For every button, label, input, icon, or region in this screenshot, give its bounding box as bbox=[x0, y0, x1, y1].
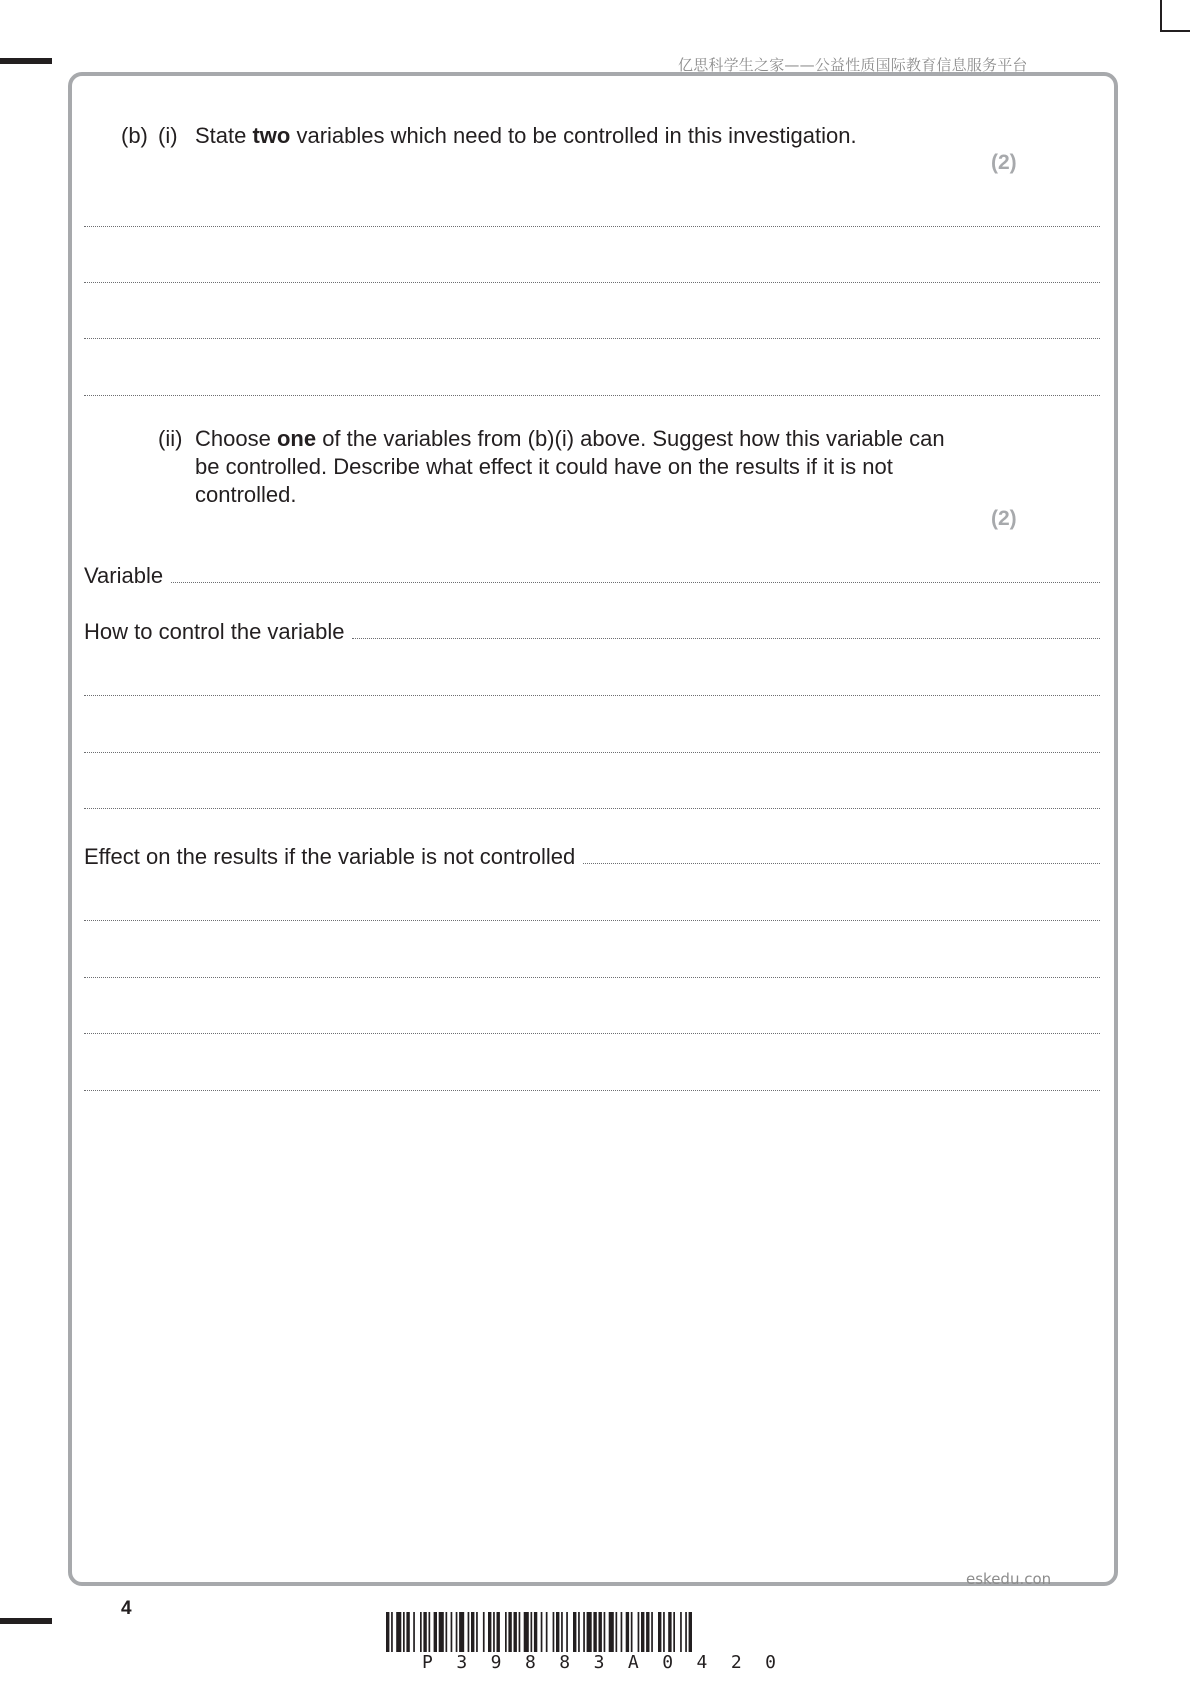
barcode-bar bbox=[488, 1612, 491, 1652]
how-to-control-row[interactable] bbox=[84, 619, 1100, 645]
barcode-bar bbox=[429, 1612, 431, 1652]
barcode-char: 0 bbox=[765, 1652, 776, 1673]
barcode-bar bbox=[658, 1612, 661, 1652]
answer-line[interactable] bbox=[84, 395, 1100, 396]
barcode-bar bbox=[553, 1612, 555, 1652]
answer-line[interactable] bbox=[84, 282, 1100, 283]
barcode-char: 9 bbox=[490, 1652, 502, 1673]
barcode-bar bbox=[413, 1612, 415, 1652]
barcode-bar bbox=[668, 1612, 671, 1652]
barcode-bar bbox=[423, 1612, 426, 1652]
answer-line[interactable] bbox=[84, 752, 1100, 753]
barcode-bar bbox=[483, 1612, 485, 1652]
barcode-bar bbox=[673, 1612, 675, 1652]
barcode-bar bbox=[386, 1612, 389, 1652]
barcode-bar bbox=[583, 1612, 585, 1652]
barcode-number bbox=[386, 1652, 776, 1673]
marks-allocation: (2) bbox=[991, 151, 1017, 174]
effect-label: Effect on the results if the variable is not controlled bbox=[84, 844, 576, 869]
barcode-bar bbox=[631, 1612, 633, 1652]
barcode-char: P bbox=[422, 1652, 433, 1673]
barcode-bar bbox=[534, 1612, 537, 1652]
barcode-bar bbox=[646, 1612, 649, 1652]
barcode-bar bbox=[593, 1612, 596, 1652]
barcode-char: 0 bbox=[662, 1652, 674, 1673]
barcode-bar bbox=[641, 1612, 644, 1652]
effect-row[interactable] bbox=[84, 844, 1100, 870]
barcode-char: 8 bbox=[524, 1652, 536, 1673]
emphasis-word: one bbox=[276, 426, 317, 451]
site-watermark: eskedu.con bbox=[966, 1570, 1052, 1588]
barcode-bar bbox=[446, 1612, 448, 1652]
barcode-bar bbox=[626, 1612, 629, 1652]
barcode-bar bbox=[396, 1612, 401, 1652]
variable-label: Variable bbox=[84, 563, 164, 588]
barcode-bar bbox=[616, 1612, 618, 1652]
part-label: (b) bbox=[121, 123, 148, 148]
barcode-char: 3 bbox=[593, 1652, 605, 1673]
barcode-bar bbox=[476, 1612, 478, 1652]
barcode-bar bbox=[439, 1612, 444, 1652]
barcode-bar bbox=[497, 1612, 500, 1652]
answer-line[interactable] bbox=[352, 638, 1100, 639]
barcode-bar bbox=[604, 1612, 606, 1652]
barcode-bar bbox=[573, 1612, 576, 1652]
answer-line[interactable] bbox=[84, 920, 1100, 921]
subpart-i-label: (i) bbox=[158, 123, 178, 148]
barcode-bar bbox=[541, 1612, 543, 1652]
barcode-char: 8 bbox=[559, 1652, 571, 1673]
barcode-bar bbox=[524, 1612, 529, 1652]
barcode-bar bbox=[587, 1612, 592, 1652]
registration-mark-bottom-left bbox=[0, 1618, 52, 1624]
barcode-bar bbox=[651, 1612, 653, 1652]
answer-line[interactable] bbox=[84, 226, 1100, 227]
answer-line[interactable] bbox=[171, 582, 1100, 583]
barcode-bar bbox=[638, 1612, 640, 1652]
barcode-bar bbox=[519, 1612, 521, 1652]
barcode-bar bbox=[578, 1612, 580, 1652]
barcode-bar bbox=[685, 1612, 687, 1652]
barcode-bar bbox=[471, 1612, 474, 1652]
answer-line[interactable] bbox=[84, 1033, 1100, 1034]
header-watermark: 亿思科学生之家——公益性质国际教育信息服务平台 bbox=[678, 56, 1028, 74]
barcode-char: 3 bbox=[456, 1652, 468, 1673]
barcode-char: 4 bbox=[696, 1652, 708, 1673]
answer-line[interactable] bbox=[84, 338, 1100, 339]
answer-line[interactable] bbox=[84, 1090, 1100, 1091]
barcode-bar bbox=[505, 1612, 507, 1652]
question-frame bbox=[68, 72, 1118, 1586]
barcode-bar bbox=[531, 1612, 533, 1652]
barcode-bar bbox=[508, 1612, 511, 1652]
barcode-bar bbox=[403, 1612, 405, 1652]
emphasis-word: two bbox=[252, 123, 291, 148]
barcode-bar bbox=[406, 1612, 409, 1652]
variable-answer-row[interactable] bbox=[84, 563, 1100, 589]
barcode-bar bbox=[456, 1612, 458, 1652]
question-text: variables which need to be controlled in this investigation. bbox=[290, 123, 857, 148]
barcode-bar bbox=[459, 1612, 464, 1652]
barcode-bar bbox=[514, 1612, 517, 1652]
registration-mark-top-left bbox=[0, 58, 52, 64]
question-line-3: controlled. bbox=[195, 482, 297, 507]
barcode-bar bbox=[621, 1612, 623, 1652]
barcode bbox=[386, 1612, 810, 1652]
barcode-bar bbox=[451, 1612, 453, 1652]
barcode-bar bbox=[599, 1612, 602, 1652]
answer-line[interactable] bbox=[583, 863, 1100, 864]
question-text: State bbox=[195, 123, 253, 148]
barcode-bar bbox=[556, 1612, 559, 1652]
answer-line[interactable] bbox=[84, 808, 1100, 809]
barcode-bar bbox=[561, 1612, 563, 1652]
barcode-bar bbox=[493, 1612, 495, 1652]
barcode-bar bbox=[680, 1612, 682, 1652]
subpart-ii-label: (ii) bbox=[158, 426, 183, 451]
answer-line[interactable] bbox=[84, 695, 1100, 696]
question-line-2: be controlled. Describe what effect it could have on the results if it is not bbox=[195, 454, 893, 479]
marks-allocation: (2) bbox=[991, 507, 1017, 530]
barcode-bar bbox=[566, 1612, 568, 1652]
barcode-bar bbox=[420, 1612, 422, 1652]
barcode-bar bbox=[663, 1612, 665, 1652]
page-number: 4 bbox=[121, 1598, 132, 1619]
barcode-bar bbox=[689, 1612, 692, 1652]
barcode-bar bbox=[468, 1612, 470, 1652]
corner-mark-top-right bbox=[1160, 0, 1190, 32]
question-part-label bbox=[121, 122, 148, 150]
answer-line[interactable] bbox=[84, 977, 1100, 978]
barcode-bar bbox=[609, 1612, 614, 1652]
barcode-bar bbox=[391, 1612, 393, 1652]
question-b-i-text bbox=[195, 122, 857, 150]
barcode-bar bbox=[546, 1612, 548, 1652]
barcode-bar bbox=[434, 1612, 437, 1652]
barcode-char: A bbox=[627, 1652, 639, 1673]
barcode-char: 2 bbox=[730, 1652, 742, 1673]
question-line-1: Choose one of the variables from (b)(i) above. Suggest how this variable can bbox=[195, 426, 945, 451]
how-to-control-label: How to control the variable bbox=[84, 619, 345, 644]
question-b-ii-text bbox=[195, 425, 945, 509]
